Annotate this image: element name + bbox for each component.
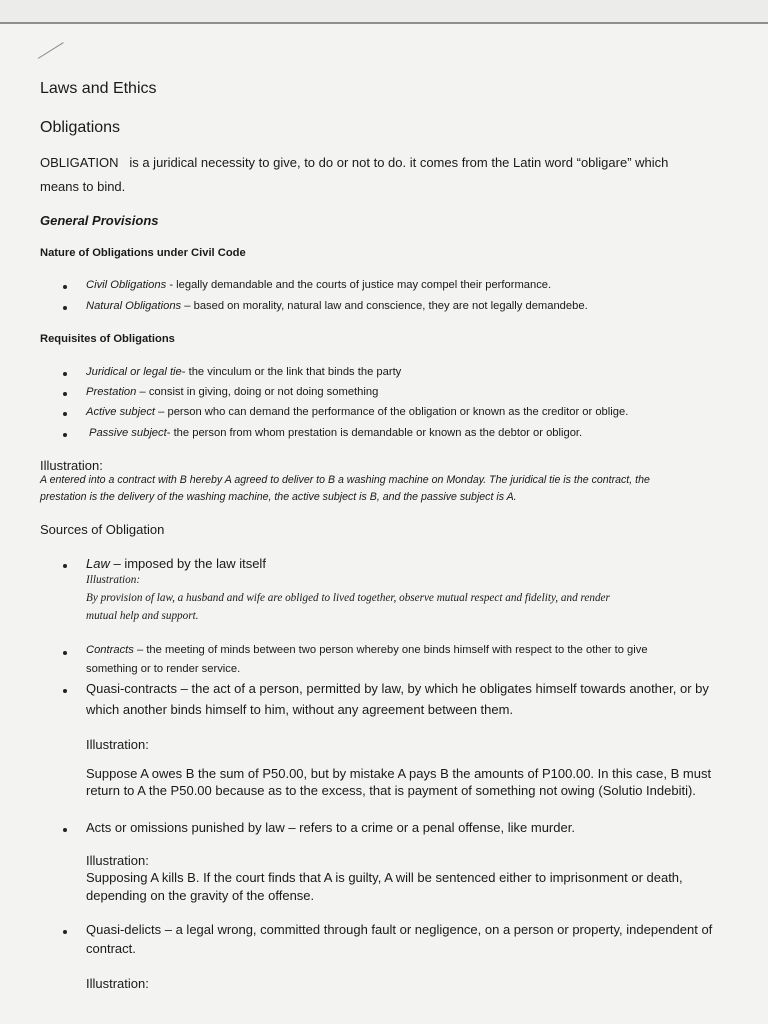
nature-item-term: Natural Obligations xyxy=(86,300,182,312)
nature-item-text: - legally demandable and the courts of justice may compel their performance. xyxy=(166,279,552,291)
scan-top-margin xyxy=(0,0,768,22)
bullet xyxy=(63,285,67,289)
bullet xyxy=(63,433,67,437)
pen-mark xyxy=(38,42,64,59)
requisites-heading: Requisites of Obligations xyxy=(40,333,175,345)
document-title: Laws and Ethics xyxy=(40,80,157,97)
requisite-term: Passive subject xyxy=(89,427,167,439)
law-illustration-line-1: By provision of law, a husband and wife are obliged to lived together, observe mutual respect and fidelity, and render xyxy=(86,592,610,604)
requisite-text: - the vinculum or the link that binds the party xyxy=(181,366,402,378)
source-term: Contracts xyxy=(86,644,134,656)
requisite-term: Juridical or legal tie xyxy=(86,366,182,378)
source-term: Law xyxy=(86,556,110,571)
acts-illustration-line-1: Supposing A kills B. If the court finds that A is guilty, A will be sentenced either to imprisonment or death, xyxy=(86,870,683,885)
general-provisions-heading: General Provisions xyxy=(40,213,159,228)
acts-illustration-label: Illustration: xyxy=(86,853,149,868)
bullet xyxy=(63,651,67,655)
illustration-1-line-2: prestation is the delivery of the washing machine, the active subject is B, and the passive subject is A. xyxy=(40,491,517,503)
quasi-contracts-illustration-label: Illustration: xyxy=(86,737,149,752)
requisite-term: Prestation xyxy=(86,386,137,398)
law-illustration-line-2: mutual help and support. xyxy=(86,610,199,622)
intro-text-1: is a juridical necessity to give, to do or not to do. it comes from the Latin word “obligare” which xyxy=(129,155,669,170)
nature-heading: Nature of Obligations under Civil Code xyxy=(40,247,246,259)
intro-term: OBLIGATION xyxy=(40,155,119,170)
requisite-juridical-tie xyxy=(86,366,401,378)
law-illustration-label: Illustration: xyxy=(86,574,141,586)
bullet xyxy=(63,564,67,568)
source-text: – imposed by the law itself xyxy=(109,556,266,571)
bullet xyxy=(63,372,67,376)
source-text: – the meeting of minds between two person whereby one binds himself with respect to the other to give xyxy=(133,644,648,656)
source-quasi-delicts-line-2: contract. xyxy=(86,941,136,956)
document-subtitle: Obligations xyxy=(40,119,121,136)
source-acts-omissions: Acts or omissions punished by law – refers to a crime or a penal offense, like murder. xyxy=(86,820,575,835)
nature-item-term: Civil Obligations xyxy=(86,279,167,291)
illustration-label: Illustration: xyxy=(40,458,103,473)
nature-item-text: – based on morality, natural law and conscience, they are not legally demandebe. xyxy=(181,300,588,312)
illustration-1-line-1: A entered into a contract with B hereby A agreed to deliver to B a washing machine on Monday. The juridical tie is the contract, the xyxy=(40,474,650,486)
quasi-contracts-illustration-line-2: return to A the P50.00 because as to the excess, that is payment of something not owing (Solutio Indebiti). xyxy=(86,783,696,798)
requisite-text: – person who can demand the performance of the obligation or known as the creditor or oblige. xyxy=(155,406,629,418)
nature-item-natural xyxy=(86,300,588,312)
quasi-delicts-illustration-label: Illustration: xyxy=(86,976,149,991)
sources-heading: Sources of Obligation xyxy=(40,522,165,537)
requisite-text: - the person from whom prestation is demandable or known as the debtor or obligor. xyxy=(166,427,583,439)
intro-line-2: means to bind. xyxy=(40,179,126,194)
requisite-prestation xyxy=(86,386,378,398)
source-contracts-line-1 xyxy=(86,644,648,656)
source-law xyxy=(86,556,266,571)
bullet xyxy=(63,828,67,832)
bullet xyxy=(63,689,67,693)
requisite-active-subject xyxy=(86,406,628,418)
nature-item-civil xyxy=(86,279,551,291)
requisite-text: – consist in giving, doing or not doing something xyxy=(136,386,379,398)
source-contracts-line-2: something or to render service. xyxy=(86,663,241,675)
source-quasi-delicts-line-1: Quasi-delicts – a legal wrong, committed through fault or negligence, on a person or property, independent of xyxy=(86,922,713,937)
bullet xyxy=(63,930,67,934)
requisite-passive-subject xyxy=(89,427,582,439)
scan-edge-line xyxy=(0,22,768,24)
source-quasi-contracts-line-1: Quasi-contracts – the act of a person, permitted by law, by which he obligates himself towards another, or by xyxy=(86,681,709,696)
bullet xyxy=(63,412,67,416)
intro-line-1 xyxy=(40,155,668,170)
acts-illustration-line-2: depending on the gravity of the offense. xyxy=(86,888,315,903)
source-quasi-contracts-line-2: which another binds himself to him, without any agreement between them. xyxy=(86,702,514,717)
bullet xyxy=(63,306,67,310)
bullet xyxy=(63,392,67,396)
quasi-contracts-illustration-line-1: Suppose A owes B the sum of P50.00, but by mistake A pays B the amounts of P100.00. In this case, B must xyxy=(86,766,712,781)
requisite-term: Active subject xyxy=(86,406,156,418)
